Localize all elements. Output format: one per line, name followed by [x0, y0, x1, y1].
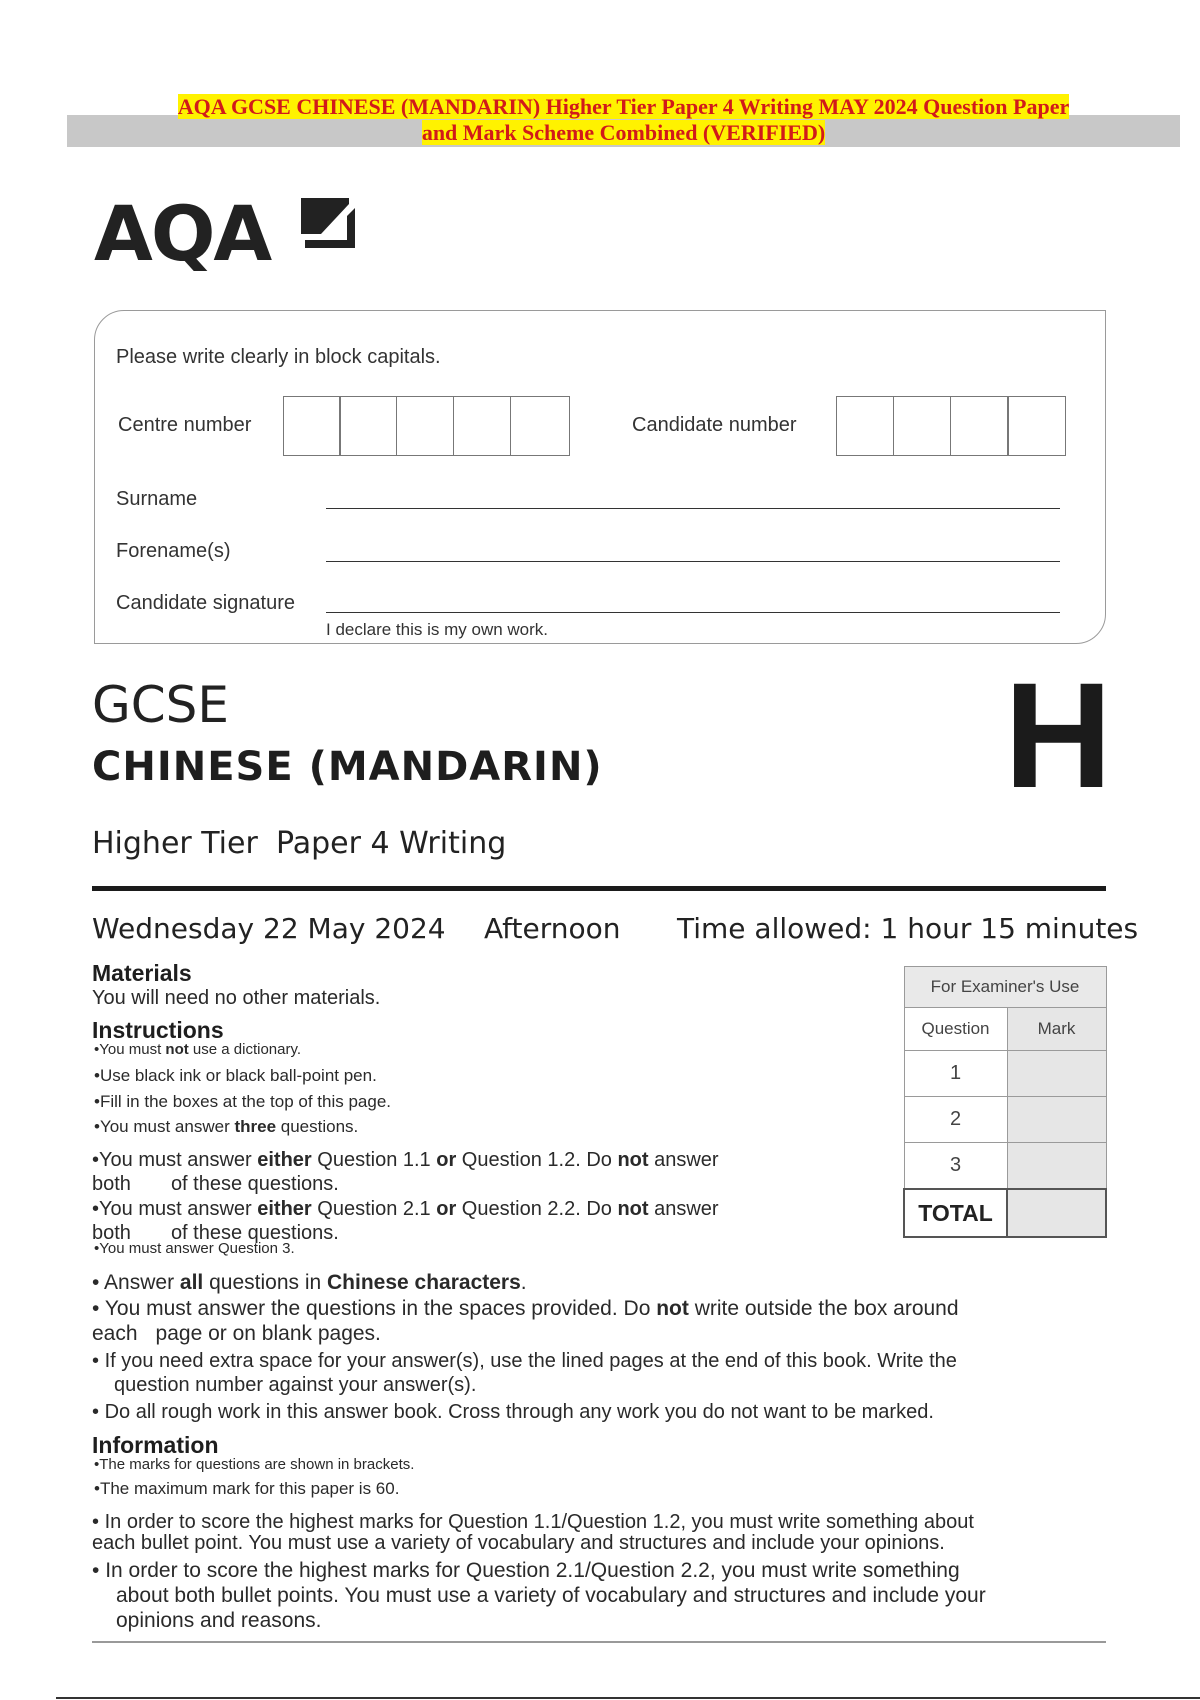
instruction-question-2: • You must answer either Question 2.1 or Question 2.2. Do not answer both of these questions. — [92, 1197, 719, 1245]
examiner-question-number: 3 — [904, 1143, 1007, 1190]
tier-label: Higher Tier — [92, 826, 258, 861]
examiner-column-question: Question — [904, 1008, 1007, 1051]
candidate-number-label: Candidate number — [632, 414, 797, 436]
instruction-answer-spaces: • You must answer the questions in the spaces provided. Do not write outside the box around each page or on blank pages. — [92, 1296, 959, 1346]
examiner-total-cell — [1007, 1189, 1106, 1237]
candidate-number-digit-3[interactable] — [950, 396, 1009, 456]
centre-number-digit-1[interactable] — [283, 396, 341, 456]
aqa-logo — [94, 189, 271, 278]
surname-label: Surname — [116, 488, 198, 510]
information-question-2-note: • In order to score the highest marks for Question 2.1/Question 2.2, you must write something about both bullet points. You must use a variety of vocabulary and structures and include your opinions and reasons. — [92, 1558, 986, 1633]
banner-line-2: and Mark Scheme Combined (VERIFIED) — [421, 120, 826, 145]
logo-check-icon — [297, 194, 359, 250]
centre-number-digit-3[interactable] — [396, 396, 454, 456]
time-allowed: Time allowed: 1 hour 15 minutes — [677, 912, 1139, 945]
block-capitals-prompt: Please write clearly in block capitals. — [116, 346, 441, 368]
examiner-total-label: TOTAL — [904, 1189, 1007, 1237]
examiner-mark-cell — [1007, 1051, 1106, 1097]
paper-label: Paper 4 Writing — [276, 826, 507, 861]
examiner-question-number: 1 — [904, 1051, 1007, 1097]
subject-title: CHINESE (MANDARIN) — [92, 744, 603, 790]
information-question-1-note: • In order to score the highest marks for Question 1.1/Question 1.2, you must write something about each bullet point. You must use a variety of vocabulary and structures and include your opinions. — [92, 1512, 974, 1554]
candidate-number-digit-2[interactable] — [893, 396, 951, 456]
declaration-text: I declare this is my own work. — [326, 620, 549, 639]
examiner-use-table — [903, 966, 1107, 1238]
signature-label: Candidate signature — [116, 592, 296, 614]
centre-number-digit-5[interactable] — [510, 396, 570, 456]
information-max-mark: • The maximum mark for this paper is 60. — [94, 1479, 399, 1499]
candidate-number-digit-4[interactable] — [1007, 396, 1066, 456]
banner-title — [67, 94, 1180, 146]
centre-number-digit-4[interactable] — [453, 396, 511, 456]
materials-heading: Materials — [92, 960, 192, 986]
instruction-question-1: • You must answer either Question 1.1 or Question 1.2. Do not answer both of these questions. — [92, 1148, 719, 1196]
instruction-item: • Fill in the boxes at the top of this page. — [94, 1092, 391, 1112]
information-marks-note: • The marks for questions are shown in brackets. — [94, 1456, 414, 1473]
examiner-mark-cell — [1007, 1097, 1106, 1143]
instructions-heading: Instructions — [92, 1017, 224, 1043]
tier-letter: H — [1004, 651, 1113, 819]
examiner-mark-cell — [1007, 1143, 1106, 1190]
information-heading: Information — [92, 1432, 219, 1458]
exam-date: Wednesday 22 May 2024 — [92, 912, 446, 945]
instruction-item: • Use black ink or black ball-point pen. — [94, 1066, 377, 1086]
instruction-item: • You must not use a dictionary. — [94, 1041, 301, 1058]
forenames-label: Forename(s) — [116, 540, 231, 562]
examiner-table-title: For Examiner's Use — [904, 967, 1106, 1008]
candidate-number-digit-1[interactable] — [836, 396, 894, 456]
materials-text: You will need no other materials. — [92, 987, 381, 1009]
instruction-rough-work: • Do all rough work in this answer book. Cross through any work you do not want to be marked. — [92, 1400, 934, 1424]
centre-number-label: Centre number — [118, 414, 252, 436]
page-bottom-edge — [56, 1697, 1200, 1699]
centre-number-digit-2[interactable] — [339, 396, 397, 456]
instruction-extra-space: • If you need extra space for your answer(s), use the lined pages at the end of this book. Write the question number against your answer(s). — [92, 1349, 957, 1397]
surname-line[interactable] — [326, 508, 1060, 509]
qualification-level: GCSE — [92, 676, 229, 734]
footer-divider — [92, 1641, 1106, 1643]
forenames-line[interactable] — [326, 561, 1060, 562]
exam-session: Afternoon — [484, 912, 621, 945]
instruction-item: • You must answer three questions. — [94, 1117, 358, 1137]
instruction-question-3: • You must answer Question 3. — [94, 1240, 295, 1257]
signature-line[interactable] — [326, 612, 1060, 613]
examiner-question-number: 2 — [904, 1097, 1007, 1143]
instruction-chinese-characters: • Answer all questions in Chinese characters. — [92, 1270, 527, 1295]
examiner-column-mark: Mark — [1007, 1008, 1106, 1051]
title-divider — [92, 886, 1106, 891]
aqa-logo-text: AQA — [94, 189, 271, 278]
banner-line-1: AQA GCSE CHINESE (MANDARIN) Higher Tier Paper 4 Writing MAY 2024 Question Paper — [177, 94, 1070, 119]
